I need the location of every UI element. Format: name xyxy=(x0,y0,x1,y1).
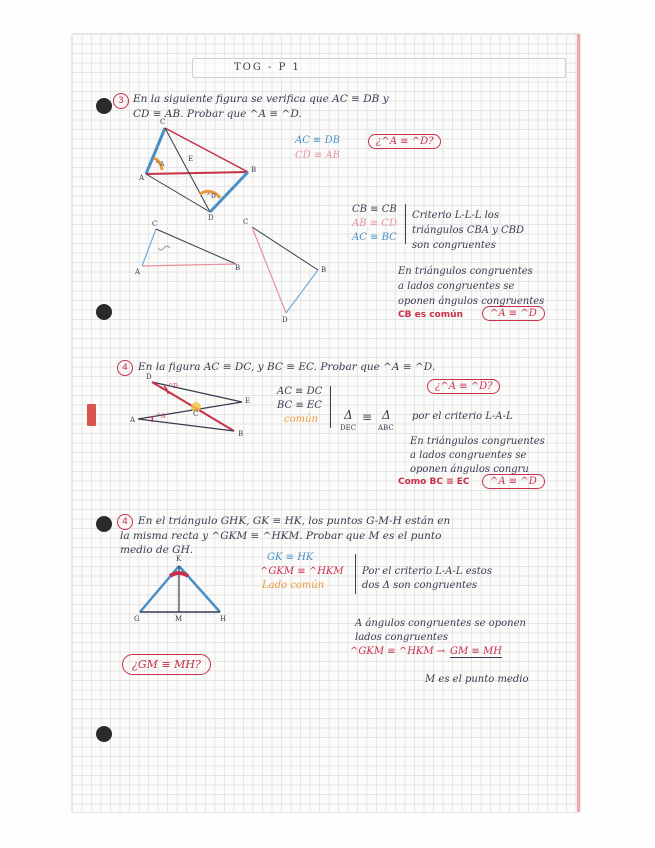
ex4-list-2: BC ≡ EC xyxy=(277,400,322,411)
ex5-statement-line3: medio de GH. xyxy=(120,544,194,556)
label-k: K xyxy=(176,555,182,563)
ex4-goal: ¿^A ≡ ^D? xyxy=(427,379,500,394)
ex5-list-3: Lado común xyxy=(262,580,325,591)
ex5-list-2: ^GKM ≡ ^HKM xyxy=(260,566,344,577)
label-e: E xyxy=(245,397,251,405)
ex3-criterion-3: son congruentes xyxy=(412,240,496,251)
ex5-conclusion-3: ^GKM ≡ ^HKM → xyxy=(350,646,446,657)
small-label-b2: B xyxy=(321,266,327,274)
ex4-conclusion-1: En triángulos congruentes xyxy=(410,436,545,447)
label-g: G xyxy=(134,615,140,623)
label-angle-d: ^D xyxy=(168,383,178,390)
label-h: H xyxy=(220,615,227,623)
small-label-d: D xyxy=(282,316,288,324)
ex4-statement: En la figura AC ≡ DC, y BC ≡ EC. Probar que ^A ≡ ^D. xyxy=(138,361,436,373)
small-label-c2: C xyxy=(243,218,249,226)
ex5-goal: ¿GM ≡ MH? xyxy=(122,654,211,675)
ex4-conclusion-4: Como BC ≡ EC xyxy=(398,477,470,487)
exercise-number: 4 xyxy=(117,514,133,530)
label-angle-a: ^A xyxy=(156,413,166,420)
ex4-conclusion-3: oponen ángulos congru xyxy=(410,464,529,475)
ex4-tri-1: Δ xyxy=(344,408,353,422)
ex3-statement-line2: CD ≡ AB. Probar que ^A ≡ ^D. xyxy=(133,108,302,120)
ex5-conclusion-2: lados congruentes xyxy=(355,632,449,643)
ex5-statement-line1: En el triángulo GHK, GK ≡ HK, los puntos G-M-H están en xyxy=(138,515,451,527)
ex5-figure xyxy=(72,34,580,812)
ex3-congr-1: CB ≡ CB xyxy=(352,204,397,215)
ex3-given-2: CD ≡ AB xyxy=(295,150,340,161)
small-label-c: C xyxy=(152,220,158,228)
ex3-conclusion-3: oponen ángulos congruentes xyxy=(398,296,545,307)
small-label-b: B xyxy=(235,264,241,272)
ex5-criterion-1: Por el criterio L-A-L estos xyxy=(362,566,492,577)
label-c: C xyxy=(160,118,166,126)
label-m: M xyxy=(175,615,183,623)
label-a: A xyxy=(130,416,136,424)
ex4-criterion: por el criterio L-A-L xyxy=(412,411,513,422)
ex3-criterion-1: Criterio L-L-L los xyxy=(412,210,499,221)
ex5-statement-line2: la misma recta y ^GKM ≡ ^HKM. Probar que M es el punto xyxy=(120,530,442,542)
ex4-equiv: ≡ xyxy=(362,410,373,424)
ex4-result: ^A ≡ ^D xyxy=(482,474,545,489)
ex4-tri-2: Δ xyxy=(382,408,391,422)
ex4-list-3: común xyxy=(284,414,318,425)
label-c: C xyxy=(193,410,199,418)
ex5-conclusion-1: A ángulos congruentes se oponen xyxy=(355,618,526,629)
ex3-given-1: AC ≡ DB xyxy=(295,135,340,146)
ex3-conclusion-4: CB es común xyxy=(398,310,463,320)
ex5-conclusion-4: GM ≡ MH xyxy=(450,646,502,657)
ex3-conclusion-2: a lados congruentes se xyxy=(398,281,515,292)
ex3-goal: ¿^A ≡ ^D? xyxy=(368,134,441,149)
label-a: A xyxy=(139,174,145,182)
ex3-statement-line1: En la siguiente figura se verifica que AC ≡ DB y xyxy=(133,93,389,105)
small-label-a: A xyxy=(135,268,141,276)
brace xyxy=(355,554,356,594)
label-b: B xyxy=(238,430,244,438)
ex5-criterion-2: dos Δ son congruentes xyxy=(362,580,478,591)
label-angle-a: ^A xyxy=(155,161,165,168)
ex3-congr-3: AC ≡ BC xyxy=(352,232,397,243)
label-b: B xyxy=(251,166,257,174)
exercise-number: 4 xyxy=(117,360,133,376)
label-angle-d: ^D xyxy=(206,193,216,200)
label-e: E xyxy=(188,155,194,163)
ex4-tri-1-sub: DEC xyxy=(340,424,357,432)
label-d: D xyxy=(208,214,214,222)
ex4-list-1: AC ≡ DC xyxy=(277,386,323,397)
ex3-conclusion-1: En triángulos congruentes xyxy=(398,266,533,277)
ex4-conclusion-2: a lados congruentes se xyxy=(410,450,527,461)
notebook-sheet xyxy=(72,34,580,812)
ex3-result: ^A ≡ ^D xyxy=(482,306,545,321)
ex4-tri-2-sub: ABC xyxy=(378,424,394,432)
ex3-congr-2: AB ≡ CD xyxy=(352,218,397,229)
exercise-number: 3 xyxy=(113,93,129,109)
ex5-final: M es el punto medio xyxy=(425,674,529,685)
ex3-criterion-2: triángulos CBA y CBD xyxy=(412,225,525,236)
page-title: TOG - P 1 xyxy=(234,62,301,73)
label-d: D xyxy=(146,373,152,381)
ex5-list-1: GK ≡ HK xyxy=(267,552,314,563)
